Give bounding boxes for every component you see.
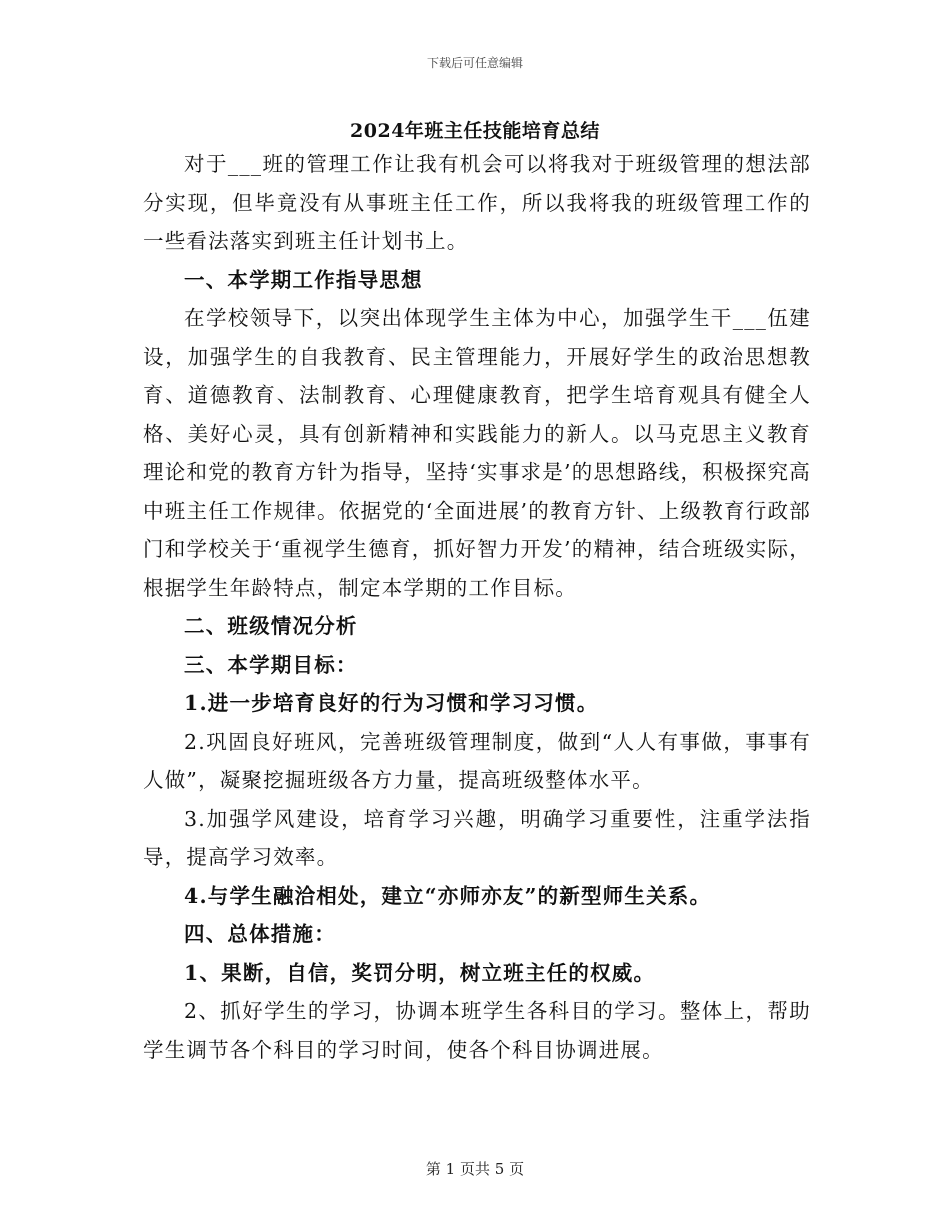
section-heading-1: 一、本学期工作指导思想 — [184, 267, 423, 292]
intro-paragraph: 对于___班的管理工作让我有机会可以将我对于班级管理的想法部分实现，但毕竟没有从事班主任工作，所以我将我的班级管理工作的一些看法落实到班主任计划书上。 — [143, 152, 811, 253]
section-heading-2: 二、班级情况分析 — [184, 614, 358, 638]
section-heading-4: 四、总体措施： — [184, 922, 336, 946]
measure-item-2: 2、抓好学生的学习，协调本班学生各科目的学习。整体上，帮助学生调节各个科目的学习时间，使各个科目协调进展。 — [143, 999, 811, 1062]
page-number: 第 1 页共 5 页 — [425, 1160, 525, 1178]
goal-item-4: 4.与学生融洽相处，建立“亦师亦友”的新型师生关系。 — [184, 883, 712, 908]
goal-item-1: 1.进一步培育良好的行为习惯和学习习惯。 — [184, 691, 599, 715]
goal-item-2: 2.巩固良好班风，完善班级管理制度，做到“人人有事做，事事有人做”，凝聚挖掘班级各方力量，提高班级整体水平。 — [143, 729, 811, 792]
page-header-note: 下载后可任意编辑 — [426, 56, 523, 70]
document-body — [143, 145, 811, 1069]
goal-item-3: 3.加强学风建设，培育学习兴趣，明确学习重要性，注重学法指导，提高学习效率。 — [143, 806, 811, 869]
guiding-thought-paragraph: 在学校领导下，以突出体现学生主体为中心，加强学生干___伍建设，加强学生的自我教育、民主管理能力，开展好学生的政治思想教育、道德教育、法制教育、心理健康教育，把学生培育观具有健全人格、美好心灵，具有创新精神和实践能力的新人。以马克思主义教育理论和党的教育方针为指导，坚持‘实事求是’的思想路线，积极探究高中班主任工作规律。依据党的‘全面进展’的教育方针、上级教育行政部门和学校关于‘重视学生德育，抓好智力开发’的精神，结合班级实际，根据学生年龄特点，制定本学期的工作目标。 — [143, 306, 811, 600]
section-heading-3: 三、本学期目标： — [184, 652, 358, 677]
document-title: 2024年班主任技能培育总结 — [350, 120, 600, 142]
measure-item-1: 1、果断，自信，奖罚分明，树立班主任的权威。 — [184, 960, 656, 985]
